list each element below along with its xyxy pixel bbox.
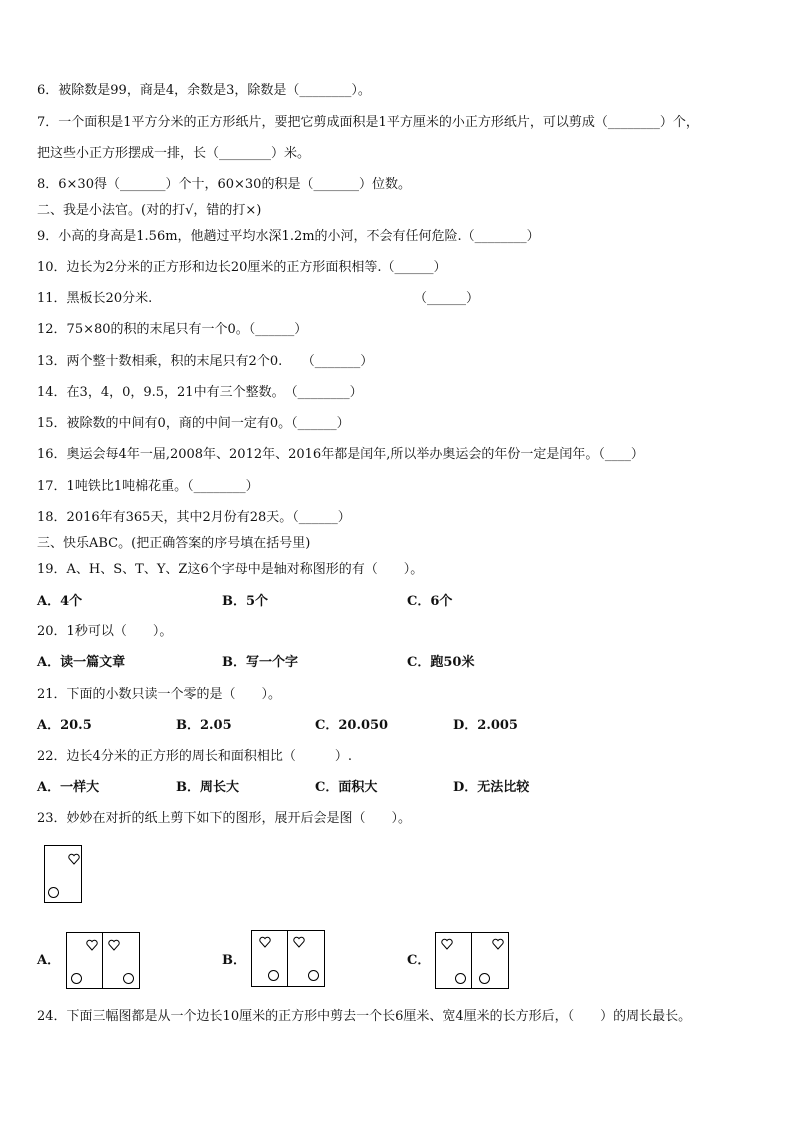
q20-option-b: B．写一个字 — [222, 655, 298, 670]
q13: 13．两个整十数相乘，积的末尾只有2个0. （_______） — [37, 354, 374, 369]
q22-option-a: A．一样大 — [37, 780, 100, 795]
circle-icon — [268, 970, 279, 981]
heart-icon — [259, 936, 271, 948]
q22-option-b: B．周长大 — [176, 780, 239, 795]
q21-option-b: B．2.05 — [176, 718, 232, 733]
circle-icon — [123, 973, 134, 984]
circle-icon — [479, 973, 490, 984]
q10: 10．边长为2分米的正方形和边长20厘米的正方形面积相等.（______） — [37, 260, 447, 275]
fold-line — [102, 932, 103, 989]
q21-option-a: A．20.5 — [37, 718, 92, 733]
q23: 23．妙妙在对折的纸上剪下如下的图形，展开后会是图（ ）。 — [37, 811, 412, 826]
circle-icon — [71, 973, 82, 984]
fold-line — [471, 932, 472, 989]
q21-option-d: D．2.005 — [453, 718, 518, 733]
q23-option-b-label: B． — [222, 953, 246, 968]
heart-icon — [293, 936, 305, 948]
circle-icon — [308, 970, 319, 981]
q22-option-d: D．无法比较 — [453, 780, 530, 795]
q20-option-c: C．跑50米 — [407, 655, 475, 670]
section-2-heading: 二、我是小法官。(对的打√，错的打×) — [37, 203, 262, 218]
q23-option-b-figure — [251, 930, 325, 987]
q9: 9．小高的身高是1.56m，他趟过平均水深1.2m的小河，不会有任何危险.（________） — [37, 229, 540, 244]
q21: 21．下面的小数只读一个零的是（ ）。 — [37, 687, 282, 702]
q20-option-a: A．读一篇文章 — [37, 655, 126, 670]
q23-option-a-label: A． — [37, 953, 61, 968]
heart-icon — [108, 939, 120, 951]
q7-line2: 把这些小正方形摆成一排，长（________）米。 — [37, 146, 311, 161]
q22: 22．边长4分米的正方形的周长和面积相比（ ）. — [37, 749, 352, 764]
q22-option-c: C．面积大 — [315, 780, 378, 795]
q23-option-a-figure — [66, 932, 140, 989]
q7-line1: 7．一个面积是1平方分米的正方形纸片，要把它剪成面积是1平方厘米的小正方形纸片，可以剪成（________）个， — [37, 115, 699, 130]
q19-option-c: C．6个 — [407, 594, 453, 609]
q23-option-c-label: C． — [407, 953, 431, 968]
q12: 12．75×80的积的末尾只有一个0。（______） — [37, 322, 308, 337]
q11: 11．黑板长20分米. — [37, 291, 153, 306]
circle-icon — [455, 973, 466, 984]
q23-folded-paper-figure — [44, 845, 82, 903]
q19-option-b: B．5个 — [222, 594, 269, 609]
q20: 20．1秒可以（ ）。 — [37, 624, 173, 639]
q17: 17．1吨铁比1吨棉花重。（________） — [37, 479, 259, 494]
q8: 8．6×30得（_______）个十，60×30的积是（_______）位数。 — [37, 177, 411, 192]
q15: 15．被除数的中间有0，商的中间一定有0。（______） — [37, 416, 350, 431]
heart-icon — [86, 939, 98, 951]
q16: 16．奥运会每4年一届,2008年、2012年、2016年都是闰年,所以举办奥运会的年份一定是闰年。（____） — [37, 447, 644, 462]
q21-option-c: C．20.050 — [315, 718, 389, 733]
heart-icon — [492, 938, 504, 950]
q19: 19．A、H、S、T、Y、Z这6个字母中是轴对称图形的有（ ）。 — [37, 562, 424, 577]
heart-icon — [441, 938, 453, 950]
circle-icon — [48, 887, 59, 898]
q19-option-a: A．4个 — [37, 594, 83, 609]
q23-option-c-figure — [435, 932, 509, 989]
section-3-heading: 三、快乐ABC。(把正确答案的序号填在括号里) — [37, 536, 311, 551]
q14: 14．在3，4，0，9.5，21中有三个整数。 （________） — [37, 385, 363, 400]
heart-icon — [68, 853, 80, 865]
q11-answer-blank: （______） — [414, 291, 480, 306]
q18: 18．2016年有365天，其中2月份有28天。（______） — [37, 510, 351, 525]
q24: 24．下面三幅图都是从一个边长10厘米的正方形中剪去一个长6厘米、宽4厘米的长方形后，（ ）的周长最长。 — [37, 1009, 692, 1024]
q6: 6．被除数是99，商是4，余数是3，除数是（________）。 — [37, 83, 371, 98]
fold-line — [287, 930, 288, 987]
